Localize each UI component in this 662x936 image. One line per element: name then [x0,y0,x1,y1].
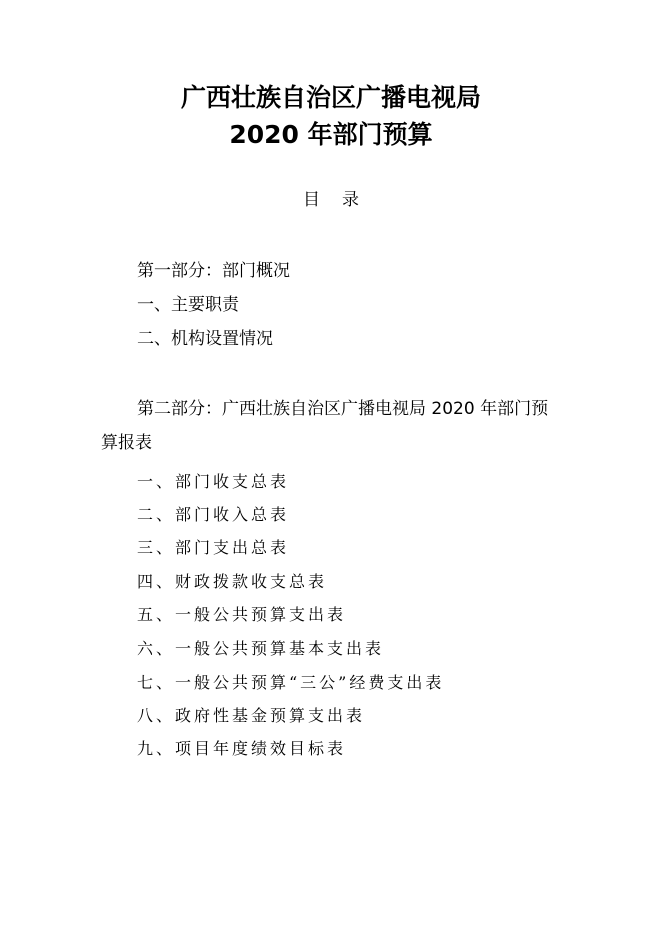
part1-item-responsibilities: 一、主要职责 [137,295,239,315]
part2-item-3: 三、部门支出总表 [137,538,290,557]
part2-item-8: 八、政府性基金预算支出表 [137,706,366,725]
part1-item-organization: 二、机构设置情况 [137,329,273,349]
part2-item-4: 四、财政拨款收支总表 [137,572,328,591]
part2-item-7: 七、一般公共预算“三公”经费支出表 [137,673,445,692]
part2-item-1: 一、部门收支总表 [137,472,290,491]
part2-heading-line1: 第二部分：广西壮族自治区广播电视局 2020 年部门预 [137,399,549,419]
part2-item-5: 五、一般公共预算支出表 [137,605,347,624]
part2-heading-line2: 算报表 [101,433,152,453]
part1-heading: 第一部分：部门概况 [137,261,290,281]
document-title-line1: 广西壮族自治区广播电视局 [180,83,481,112]
part2-item-6: 六、一般公共预算基本支出表 [137,639,385,658]
part2-item-2: 二、部门收入总表 [137,505,290,524]
part2-item-9: 九、项目年度绩效目标表 [137,739,347,758]
toc-heading: 目录 [303,190,381,210]
document-title-line2: 2020 年部门预算 [229,120,433,149]
